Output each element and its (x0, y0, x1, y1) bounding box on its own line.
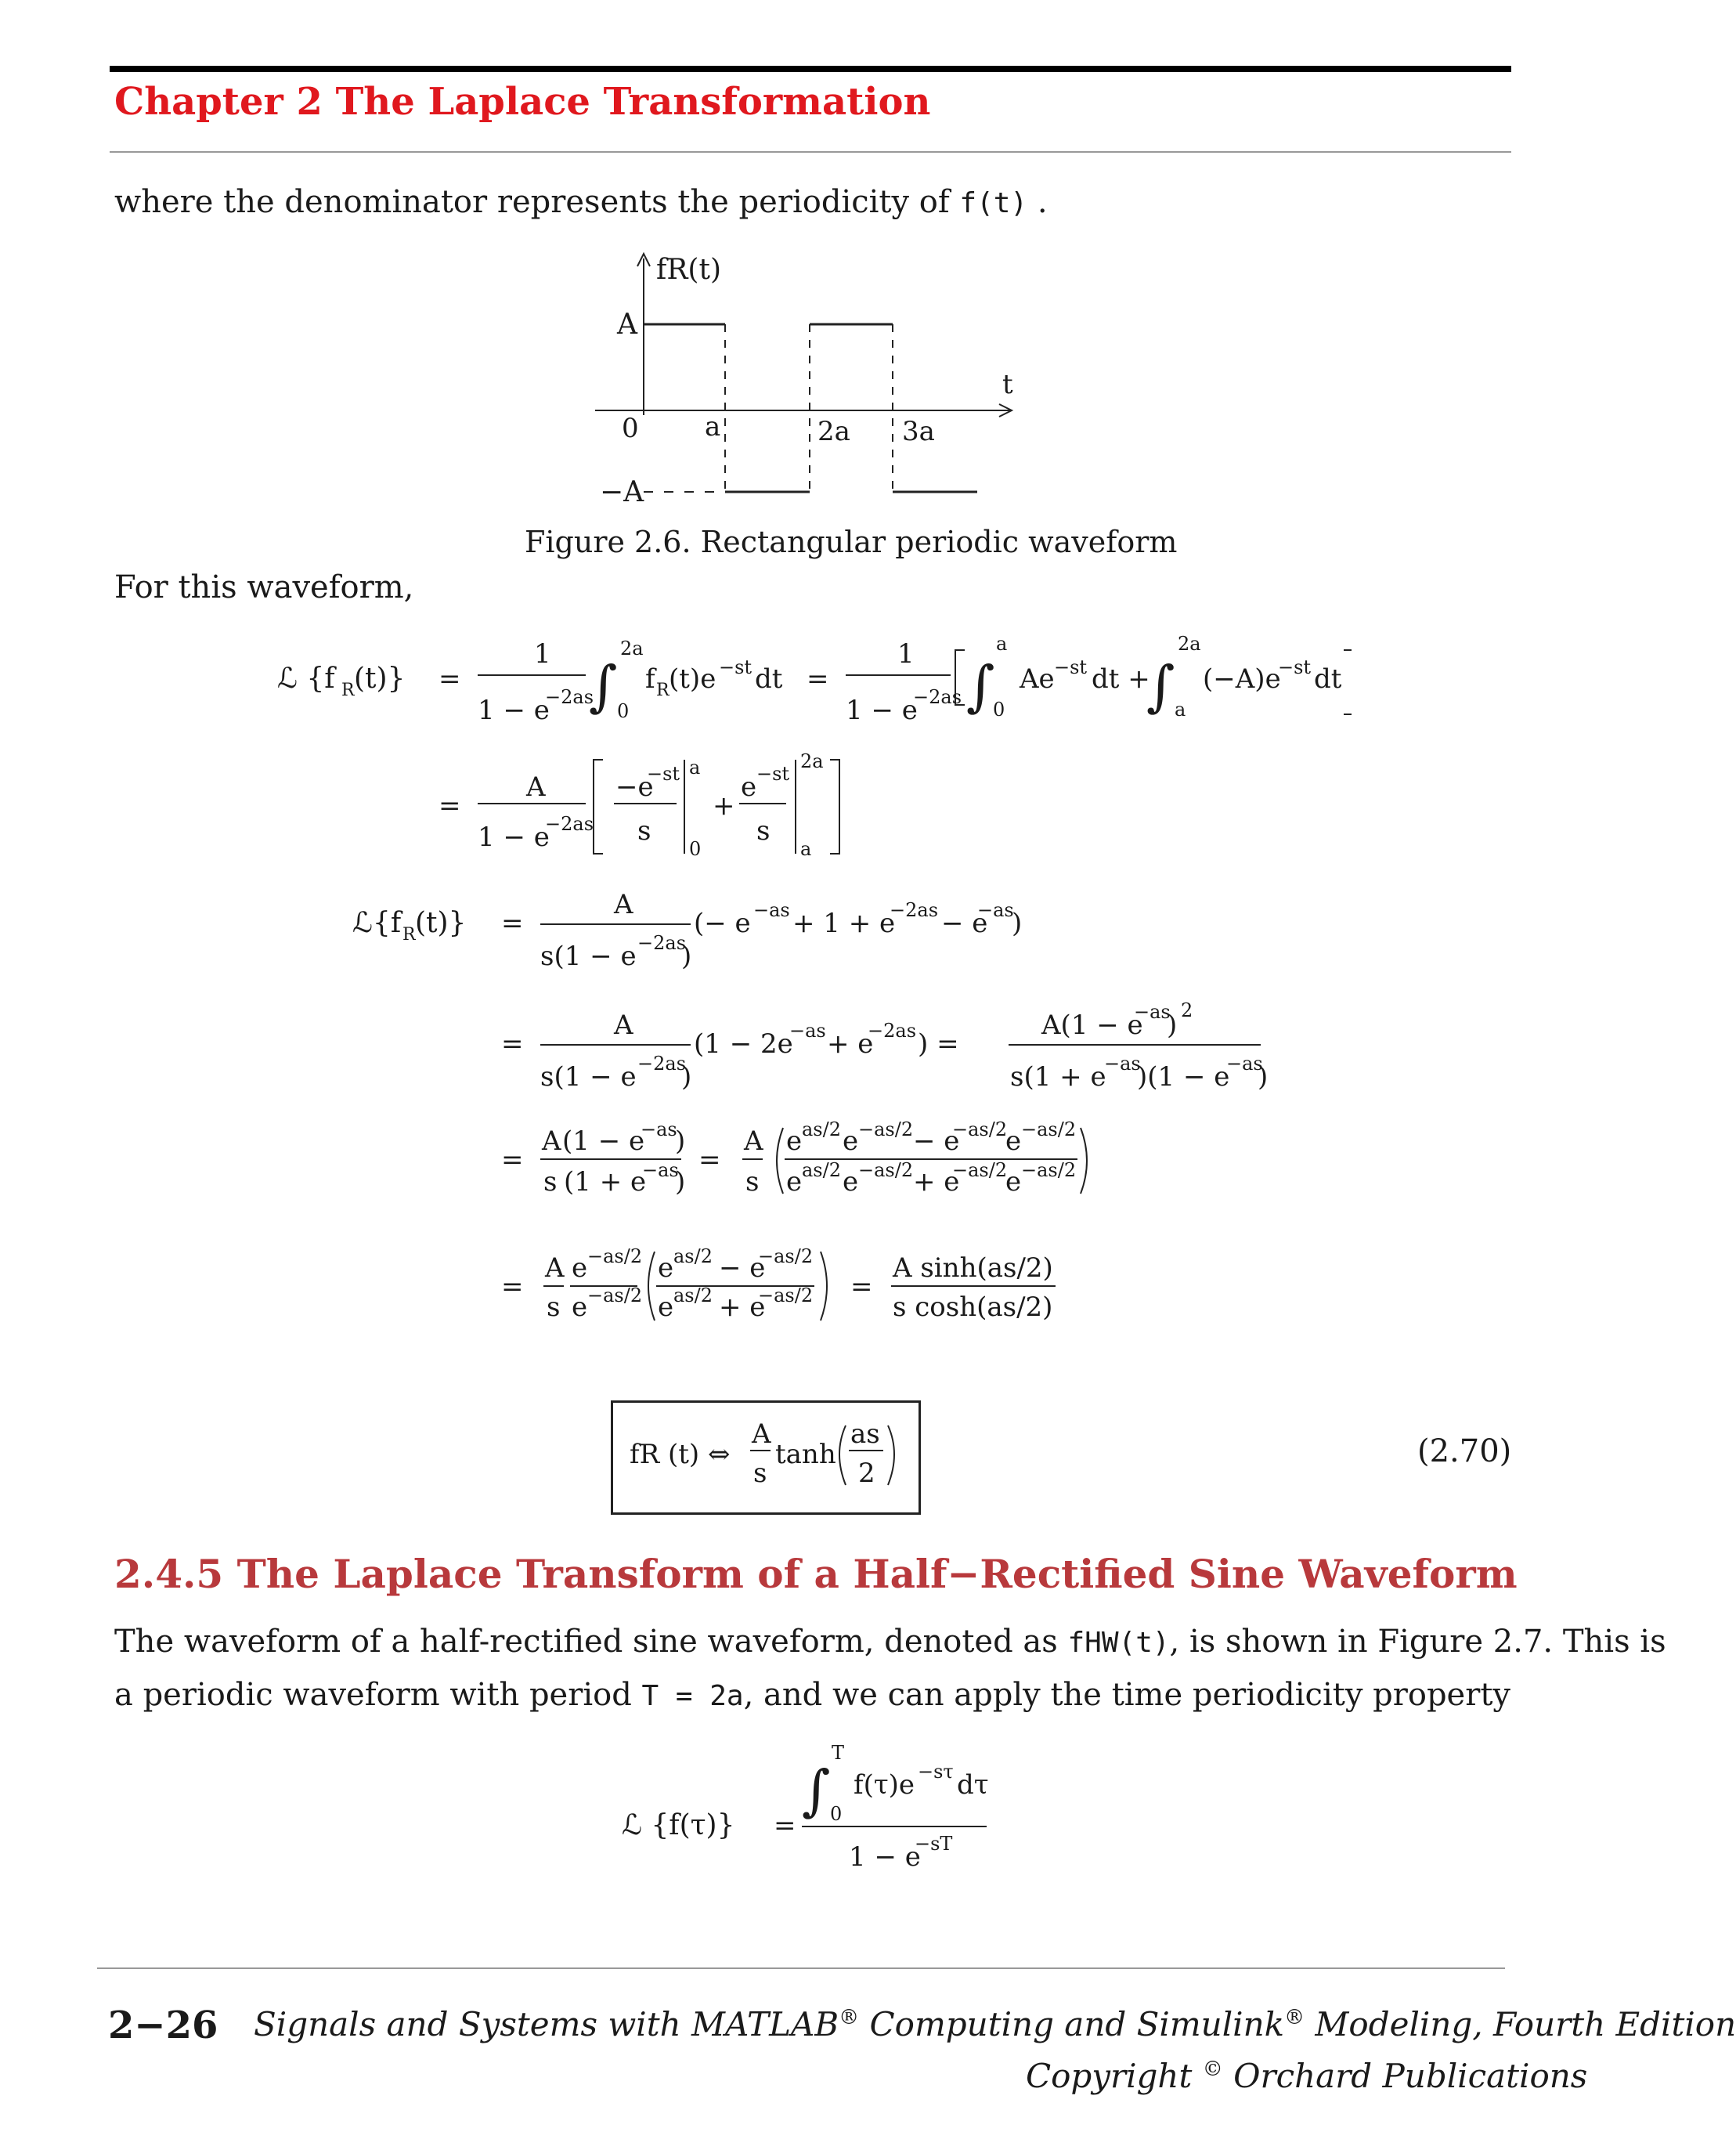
paragraph-line-2-end: , and we can apply the time periodicity property (743, 1677, 1511, 1713)
svg-text:(1 − e: (1 − e (562, 1126, 645, 1157)
svg-text:0: 0 (830, 1803, 843, 1825)
svg-text:2a: 2a (1178, 633, 1201, 655)
laplace-derivation (266, 619, 1378, 1355)
svg-text:as/2: as/2 (673, 1284, 713, 1306)
svg-text:− e: − e (913, 1126, 960, 1157)
svg-text:1 − e: 1 − e (478, 822, 550, 853)
svg-text:=: = (439, 663, 461, 695)
svg-text:0: 0 (993, 699, 1005, 721)
registered-mark-icon: ® (1284, 2006, 1305, 2029)
svg-text:as/2: as/2 (673, 1245, 713, 1267)
svg-text:(t)}: (t)} (415, 907, 467, 939)
svg-text:−2as: −2as (545, 686, 594, 708)
svg-text:−as: −as (641, 1118, 677, 1140)
svg-text:dt: dt (755, 663, 783, 695)
svg-text:R: R (402, 925, 416, 945)
svg-text:s: s (745, 1166, 760, 1198)
svg-text:∫: ∫ (966, 654, 995, 718)
svg-text:e: e (786, 1166, 803, 1198)
svg-text:1 − e: 1 − e (846, 695, 918, 726)
svg-text:e: e (658, 1252, 674, 1284)
svg-text:1: 1 (897, 638, 915, 670)
svg-text:): ) (681, 1061, 692, 1093)
svg-text:a: a (689, 757, 701, 779)
svg-text:): ) (1258, 1061, 1269, 1093)
svg-text:0: 0 (689, 838, 702, 860)
paragraph-line-1-text: The waveform of a half-rectified sine waveform, denoted as (114, 1624, 1068, 1660)
svg-text:ℒ {f(τ)}: ℒ {f(τ)} (622, 1809, 735, 1841)
svg-text:s: s (637, 815, 651, 847)
svg-text:2a: 2a (620, 638, 644, 659)
svg-text:=: = (501, 1144, 524, 1176)
boxed-equation-content (614, 1404, 915, 1509)
svg-text:−as/2: −as/2 (1021, 1118, 1077, 1140)
svg-text:−as/2: −as/2 (587, 1245, 643, 1267)
svg-text:−sT: −sT (915, 1833, 953, 1855)
svg-text:1 − e: 1 − e (478, 695, 550, 726)
svg-text:a: a (800, 838, 812, 860)
svg-text:A: A (526, 771, 546, 803)
svg-text:s(1 − e: s(1 − e (540, 1061, 637, 1093)
svg-text:∫: ∫ (1146, 654, 1175, 718)
level-zero-label: 0 (622, 413, 639, 444)
svg-text:e: e (658, 1292, 674, 1323)
svg-text:s cosh(as/2): s cosh(as/2) (893, 1292, 1053, 1323)
svg-text:−as: −as (642, 1159, 679, 1181)
boxed-coef-num: A (752, 1418, 771, 1450)
svg-text:−2as: −2as (637, 932, 687, 954)
header-bottom-rule (110, 151, 1511, 153)
y-axis-label: fR(t) (656, 254, 721, 286)
svg-text:): ) (675, 1126, 686, 1157)
copyright-line (1026, 2057, 1587, 2095)
svg-text:=: = (850, 1271, 873, 1303)
svg-text:∫: ∫ (589, 654, 618, 718)
svg-text:1: 1 (534, 638, 551, 670)
intro-line (114, 175, 1048, 230)
svg-text:2a: 2a (800, 750, 824, 772)
publisher-name: Orchard Publications (1222, 2057, 1588, 2095)
boxed-lhs: fR (t) ⇔ (630, 1439, 731, 1470)
svg-text:−as: −as (977, 899, 1014, 921)
x-axis-label: t (1002, 369, 1013, 400)
svg-text:): ) (675, 1166, 686, 1198)
left-paren-icon (839, 1425, 846, 1485)
svg-text:1 − e: 1 − e (849, 1841, 921, 1873)
chapter-title: Chapter 2 The Laplace Transformation (114, 80, 931, 124)
svg-text:=: = (774, 1810, 796, 1841)
book-title-part-1: Signals and Systems with MATLAB (254, 2005, 839, 2043)
level-high-label: A (617, 309, 637, 341)
svg-text:−2as: −2as (868, 1020, 917, 1042)
rectangular-waveform-figure (548, 243, 1049, 525)
paragraph-line-2-text: a periodic waveform with period (114, 1677, 642, 1713)
svg-text:=: = (501, 908, 524, 939)
svg-text:=: = (501, 1271, 524, 1303)
svg-text:−st: −st (1278, 656, 1312, 678)
svg-text:A: A (744, 1126, 763, 1157)
svg-text:s: s (756, 815, 771, 847)
svg-text:(1 − 2e: (1 − 2e (694, 1028, 793, 1060)
svg-text:−e: −e (615, 771, 654, 803)
svg-text:+ e: + e (913, 1166, 960, 1198)
svg-text:−as/2: −as/2 (758, 1284, 814, 1306)
svg-text:−2as: −2as (637, 1053, 687, 1075)
intro-text: where the denominator represents the periodicity of (114, 184, 960, 220)
level-low-label: −A (600, 476, 644, 508)
svg-text:A(1 − e: A(1 − e (1041, 1010, 1143, 1041)
paragraph-line-1-math: fHW(t) (1067, 1627, 1170, 1659)
book-title-line (254, 2005, 1736, 2043)
svg-text:=: = (439, 790, 461, 822)
svg-text:−as/2: −as/2 (858, 1118, 914, 1140)
boxed-func: tanh (775, 1439, 836, 1470)
svg-text:e: e (741, 771, 757, 803)
svg-text:A: A (614, 889, 633, 920)
svg-text:a: a (996, 633, 1008, 655)
svg-text:∫: ∫ (802, 1758, 831, 1823)
svg-text:−as: −as (789, 1020, 826, 1042)
svg-text:e: e (572, 1252, 588, 1284)
svg-text:Ae: Ae (1020, 663, 1055, 695)
boxed-arg-den: 2 (858, 1458, 875, 1489)
svg-text:s(1 + e: s(1 + e (1010, 1061, 1106, 1093)
svg-text:2: 2 (1181, 999, 1193, 1021)
svg-text:dt: dt (1314, 663, 1342, 695)
svg-text:−as/2: −as/2 (952, 1159, 1008, 1181)
svg-text:e: e (1005, 1126, 1022, 1157)
svg-text:f(τ)e: f(τ)e (854, 1769, 915, 1801)
svg-text:s(1 − e: s(1 − e (540, 941, 637, 972)
section-title: 2.4.5 The Laplace Transform of a Half−Rectified Sine Waveform (114, 1551, 1518, 1597)
svg-text:as/2: as/2 (802, 1118, 841, 1140)
svg-text:+ 1 + e: + 1 + e (792, 908, 896, 939)
svg-text:e: e (1005, 1166, 1022, 1198)
svg-text:−as/2: −as/2 (587, 1284, 643, 1306)
svg-text:f: f (645, 663, 655, 695)
svg-text:e: e (843, 1166, 859, 1198)
svg-text:): ) (681, 941, 692, 972)
svg-text:s: s (543, 1166, 558, 1198)
svg-text:0: 0 (617, 700, 630, 722)
svg-text:−st: −st (719, 656, 753, 678)
right-paren-icon (888, 1425, 894, 1485)
svg-text:(t)}: (t)} (354, 663, 406, 695)
svg-text:as/2: as/2 (802, 1159, 841, 1181)
svg-text:(− e: (− e (694, 908, 751, 939)
svg-text:(1 + e: (1 + e (564, 1166, 647, 1198)
svg-text:=: = (501, 1028, 524, 1060)
svg-text:−st: −st (1054, 656, 1088, 678)
intro-math: f(t) (959, 187, 1028, 219)
tick-3a-label: 3a (902, 416, 935, 447)
svg-text:−sτ: −sτ (918, 1761, 954, 1783)
paragraph-line-2 (114, 1668, 1510, 1723)
svg-text:−2as: −2as (913, 686, 962, 708)
svg-text:e: e (843, 1126, 859, 1157)
svg-text:−as/2: −as/2 (952, 1118, 1008, 1140)
svg-text:−as: −as (1104, 1053, 1141, 1075)
for-this-waveform: For this waveform, (114, 569, 414, 605)
svg-text:R: R (341, 681, 355, 700)
svg-text:−as: −as (1226, 1053, 1263, 1075)
paragraph-line-1 (114, 1615, 1666, 1670)
svg-text:): ) (1012, 908, 1023, 939)
svg-text:−2as: −2as (890, 899, 939, 921)
svg-text:−as/2: −as/2 (858, 1159, 914, 1181)
svg-text:+: + (713, 790, 735, 822)
svg-text:)(1 − e: )(1 − e (1137, 1061, 1230, 1093)
svg-text:ℒ {f: ℒ {f (277, 663, 335, 695)
paragraph-line-2-math: T = 2a (641, 1680, 744, 1712)
svg-text:A: A (545, 1252, 565, 1284)
svg-text:dt +: dt + (1092, 663, 1150, 695)
svg-text:=: = (698, 1144, 721, 1176)
boxed-arg-num: as (850, 1418, 880, 1450)
book-title-part-2: Computing and Simulink (859, 2005, 1285, 2043)
svg-text:ℒ{f: ℒ{f (352, 907, 402, 939)
paragraph-line-1-end: , is shown in Figure 2.7. This is (1169, 1624, 1666, 1660)
svg-text:−as/2: −as/2 (1021, 1159, 1077, 1181)
time-periodicity-formula (611, 1731, 1018, 1903)
copyright-mark-icon: © (1202, 2058, 1223, 2081)
svg-text:): ) (1167, 1010, 1178, 1041)
svg-text:− e: − e (719, 1252, 766, 1284)
footer-rule (97, 1967, 1505, 1969)
svg-text:−st: −st (647, 763, 680, 785)
book-title-part-3: Modeling, Fourth Edition (1305, 2005, 1736, 2043)
svg-text:A: A (614, 1010, 633, 1041)
tick-a-label: a (705, 411, 721, 443)
svg-text:−as: −as (1134, 1001, 1171, 1023)
registered-mark-icon: ® (839, 2006, 860, 2029)
figure-caption: Figure 2.6. Rectangular periodic waveform (525, 525, 1178, 559)
copyright-text: Copyright (1026, 2057, 1193, 2095)
svg-text:s: s (547, 1292, 561, 1323)
svg-text:(t)e: (t)e (669, 663, 716, 695)
svg-text:− e: − e (941, 908, 988, 939)
svg-text:(−A)e: (−A)e (1203, 663, 1281, 695)
svg-text:=: = (807, 663, 829, 695)
svg-text:−as/2: −as/2 (758, 1245, 814, 1267)
svg-text:−as: −as (753, 899, 790, 921)
boxed-coef-den: s (753, 1458, 767, 1489)
equation-number: (2.70) (1417, 1433, 1512, 1469)
svg-text:dτ: dτ (957, 1769, 989, 1801)
svg-text:A sinh(as/2): A sinh(as/2) (893, 1252, 1053, 1284)
svg-text:−2as: −2as (545, 813, 594, 835)
svg-text:T: T (832, 1742, 845, 1764)
svg-text:R: R (656, 681, 669, 700)
header-top-rule (110, 66, 1511, 72)
svg-text:) =: ) = (918, 1028, 959, 1060)
svg-text:+ e: + e (827, 1028, 874, 1060)
intro-end: . (1027, 184, 1048, 220)
svg-text:e: e (572, 1292, 588, 1323)
page-number: 2−26 (108, 2004, 218, 2047)
svg-text:e: e (786, 1126, 803, 1157)
svg-text:a: a (1175, 699, 1186, 721)
svg-text:−st: −st (756, 763, 790, 785)
svg-text:+ e: + e (719, 1292, 766, 1323)
svg-text:A: A (542, 1126, 561, 1157)
tick-2a-label: 2a (817, 416, 850, 447)
